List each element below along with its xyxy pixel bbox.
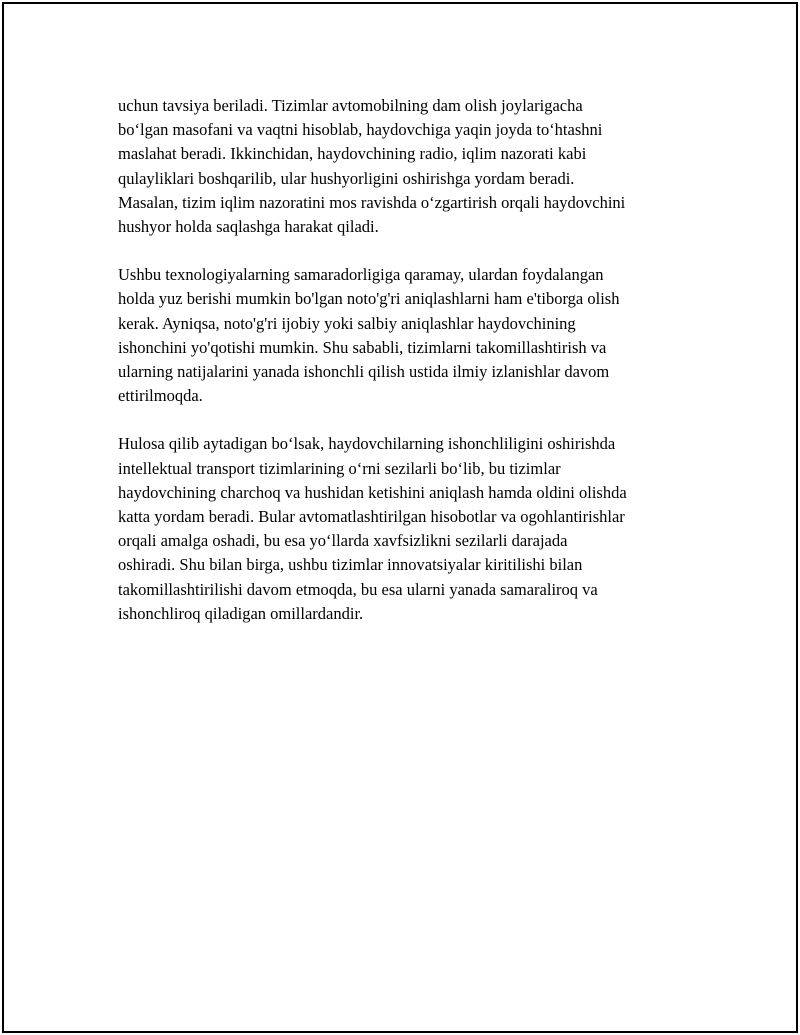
text-line: Masalan, tizim iqlim nazoratini mos ravishda o‘zgartirish orqali haydovchini xyxy=(118,192,626,212)
text-line: orqali amalga oshadi, bu esa yo‘llarda xavfsizlikni sezilarli darajada xyxy=(118,531,568,551)
text-line: takomillashtirilishi davom etmoqda, bu esa ularni yanada samaraliroq va xyxy=(118,579,598,599)
text-line: hushyor holda saqlashga harakat qiladi. xyxy=(118,217,379,237)
text-line: oshiradi. Shu bilan birga, ushbu tizimlar innovatsiyalar kiritilishi bilan xyxy=(118,555,583,575)
paragraph-3 xyxy=(118,432,698,626)
paragraph-1 xyxy=(118,94,698,239)
text-line: ularning natijalarini yanada ishonchli qilish ustida ilmiy izlanishlar davom xyxy=(118,362,610,382)
text-line: qulayliklari boshqarilib, ular hushyorligini oshirishga yordam beradi. xyxy=(118,168,575,188)
text-line: kerak. Ayniqsa, noto'g'ri ijobiy yoki salbiy aniqlashlar haydovchining xyxy=(118,313,576,333)
text-line: intellektual transport tizimlarining o‘rni sezilarli bo‘lib, bu tizimlar xyxy=(118,458,561,478)
text-line: ishonchliroq qiladigan omillardandir. xyxy=(118,603,364,623)
text-line: ishonchini yo'qotishi mumkin. Shu sababli, tizimlarni takomillashtirish va xyxy=(118,337,607,357)
text-line: bo‘lgan masofani va vaqtni hisoblab, haydovchiga yaqin joyda to‘htashni xyxy=(118,120,603,140)
text-line: Hulosa qilib aytadigan bo‘lsak, haydovchilarning ishonchliligini oshirishda xyxy=(118,434,616,454)
text-line: maslahat beradi. Ikkinchidan, haydovchining radio, iqlim nazorati kabi xyxy=(118,144,587,164)
text-line: katta yordam beradi. Bular avtomatlashtirilgan hisobotlar va ogohlantirishlar xyxy=(118,507,625,527)
text-line: Ushbu texnologiyalarning samaradorligiga qaramay, ulardan foydalangan xyxy=(118,265,604,285)
text-line: holda yuz berishi mumkin bo'lgan noto'g'ri aniqlashlarni ham e'tiborga olish xyxy=(118,289,620,309)
text-line: ettirilmoqda. xyxy=(118,386,203,406)
text-line: haydovchining charchoq va hushidan ketishini aniqlash hamda oldini olishda xyxy=(118,482,627,502)
paragraph-2 xyxy=(118,263,698,408)
document-body xyxy=(118,94,698,650)
text-line: uchun tavsiya beriladi. Tizimlar avtomobilning dam olish joylarigacha xyxy=(118,96,583,115)
